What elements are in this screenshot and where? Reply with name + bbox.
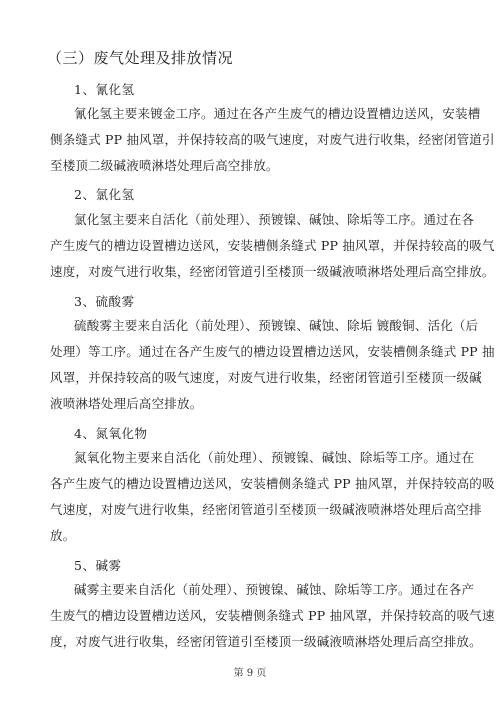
paragraph-line: 液喷淋塔处理后高空排放。 bbox=[50, 396, 203, 411]
paragraph-line: 侧条缝式 PP 抽风罩，并保持较高的吸气速度，对废气进行收集，经密闭管道引 bbox=[50, 132, 495, 147]
paragraph-line: 产生废气的槽边设置槽边送风，安装槽侧条缝式 PP 抽风罩，并保持较高的吸气 bbox=[50, 238, 495, 253]
paragraph-line: 生废气的槽边设置槽边送风，安装槽侧条缝式 PP 抽风罩，并保持较高的吸气速 bbox=[50, 608, 495, 623]
paragraph-line: 处理）等工序。通过在各产生废气的槽边设置槽边送风，安装槽侧条缝式 PP 抽 bbox=[50, 344, 495, 359]
paragraph-line: 至楼顶二级碱液喷淋塔处理后高空排放。 bbox=[50, 158, 279, 173]
paragraph-line: 氯化氢主要来自活化（前处理）、预镀镍、碱蚀、除垢等工序。通过在各 bbox=[74, 212, 475, 227]
paragraph-line: 氮氧化物主要来自活化（前处理）、预镀镍、碱蚀、除垢等工序。通过在 bbox=[74, 450, 475, 465]
paragraph-line: 风罩，并保持较高的吸气速度，对废气进行收集，经密闭管道引至楼顶一级碱 bbox=[50, 370, 482, 385]
section-title: （三）废气处理及排放情况 bbox=[47, 49, 234, 67]
paragraph-line: 各产生废气的槽边设置槽边送风，安装槽侧条缝式 PP 抽风罩，并保持较高的吸 bbox=[50, 476, 495, 491]
item-heading-hydrogen-chloride: 2、氯化氢 bbox=[74, 187, 135, 202]
paragraph-sulfuric-acid-mist bbox=[50, 313, 495, 417]
paragraph-line: 气速度，对废气进行收集，经密闭管道引至楼顶一级碱液喷淋塔处理后高空排 bbox=[50, 502, 482, 517]
paragraph-line: 速度，对废气进行收集，经密闭管道引至楼顶一级碱液喷淋塔处理后高空排放。 bbox=[50, 264, 495, 279]
paragraph-line: 放。 bbox=[50, 528, 76, 543]
page-number: 第 9 页 bbox=[233, 668, 267, 679]
item-heading-alkali-mist: 5、碱雾 bbox=[74, 558, 122, 573]
paragraph-line: 度，对废气进行收集，经密闭管道引至楼顶一级碱液喷淋塔处理后高空排放。 bbox=[50, 634, 482, 649]
item-heading-sulfuric-acid-mist: 3、硫酸雾 bbox=[74, 294, 135, 309]
paragraph-alkali-mist bbox=[50, 577, 495, 655]
paragraph-hydrogen-cyanide bbox=[50, 101, 495, 179]
paragraph-line: 碱雾主要来自活化（前处理）、预镀镍、碱蚀、除垢等工序。通过在各产 bbox=[74, 582, 475, 597]
paragraph-nitrogen-oxides bbox=[50, 445, 495, 549]
paragraph-line: 硫酸雾主要来自活化（前处理）、预镀镍、碱蚀、除垢 镀酸铜、活化（后 bbox=[74, 318, 479, 333]
paragraph-hydrogen-chloride bbox=[50, 207, 495, 285]
item-heading-nitrogen-oxides: 4、氮氧化物 bbox=[74, 426, 148, 441]
item-heading-hydrogen-cyanide: 1、氰化氢 bbox=[74, 82, 135, 97]
paragraph-line: 氰化氢主要来镀金工序。通过在各产生废气的槽边设置槽边送风，安装槽 bbox=[74, 106, 481, 121]
